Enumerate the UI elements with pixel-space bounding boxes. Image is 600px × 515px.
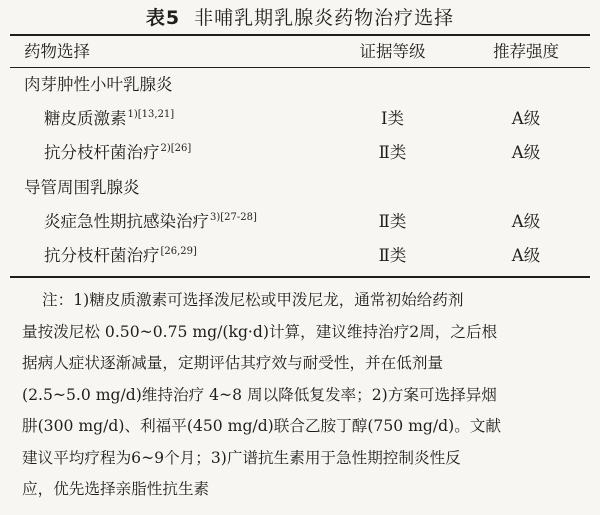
- citation: 3)[27-28]: [210, 212, 257, 223]
- group-row: [0, 68, 600, 102]
- drug-name: 抗分枝杆菌治疗: [44, 143, 160, 162]
- table-caption: 非哺乳期乳腺炎药物治疗选择: [194, 7, 455, 29]
- header-strength: 推荐强度: [493, 42, 559, 61]
- drug-cell: [44, 136, 191, 170]
- table-number: 表5: [145, 7, 181, 29]
- drug-cell: [44, 102, 174, 136]
- table-row: [0, 239, 600, 273]
- strength-cell: A级: [511, 246, 541, 265]
- footnote-line: 量按泼尼松 0.50~0.75 mg/(kg·d)计算，建议维持治疗2周，之后根: [22, 322, 498, 341]
- footnote-line: 建议平均疗程为6~9个月；3)广谱抗生素用于急性期控制炎性反: [22, 448, 461, 467]
- group-name: 导管周围乳腺炎: [24, 178, 140, 197]
- drug-name: 糖皮质激素: [44, 109, 127, 128]
- citation: [26,29]: [160, 246, 197, 257]
- footnote-line: 应，优先选择亲脂性抗生素: [22, 480, 210, 498]
- drug-cell: [44, 205, 257, 239]
- table-row: [0, 102, 600, 136]
- evidence-cell: Ⅱ类: [378, 246, 407, 265]
- evidence-cell: Ⅱ类: [378, 143, 407, 162]
- footnote-line: 注：1)糖皮质激素可选择泼尼松或甲泼尼龙，通常初始给药剂: [42, 291, 464, 309]
- citation: 2)[26]: [160, 143, 192, 154]
- group-row: [0, 171, 600, 205]
- evidence-cell: Ⅰ类: [380, 109, 405, 128]
- drug-cell: [44, 239, 197, 273]
- strength-cell: A级: [511, 109, 541, 128]
- drug-name: 炎症急性期抗感染治疗: [44, 212, 209, 231]
- strength-cell: A级: [511, 212, 541, 231]
- bottom-rule: [10, 276, 590, 278]
- table-row: [0, 136, 600, 170]
- table-title: [0, 4, 600, 32]
- table-row: [0, 205, 600, 239]
- footnote-line: (2.5~5.0 mg/d)维持治疗 4~8 周以降低复发率；2)方案可选择异烟: [22, 385, 497, 404]
- header-drug: 药物选择: [24, 42, 90, 61]
- citation: 1)[13,21]: [127, 109, 175, 120]
- footnote-line: 据病人症状逐渐减量，定期评估其疗效与耐受性，并在低剂量: [22, 354, 444, 372]
- header-evidence: 证据等级: [359, 42, 426, 61]
- evidence-cell: Ⅱ类: [378, 212, 407, 231]
- header-row: [0, 35, 600, 69]
- footnote-line: 肼(300 mg/d)、利福平(450 mg/d)联合乙胺丁醇(750 mg/d)。文献: [22, 417, 501, 435]
- group-name: 肉芽肿性小叶乳腺炎: [24, 75, 173, 94]
- strength-cell: A级: [511, 143, 541, 162]
- table-footnote: [22, 285, 590, 506]
- drug-name: 抗分枝杆菌治疗: [44, 246, 160, 265]
